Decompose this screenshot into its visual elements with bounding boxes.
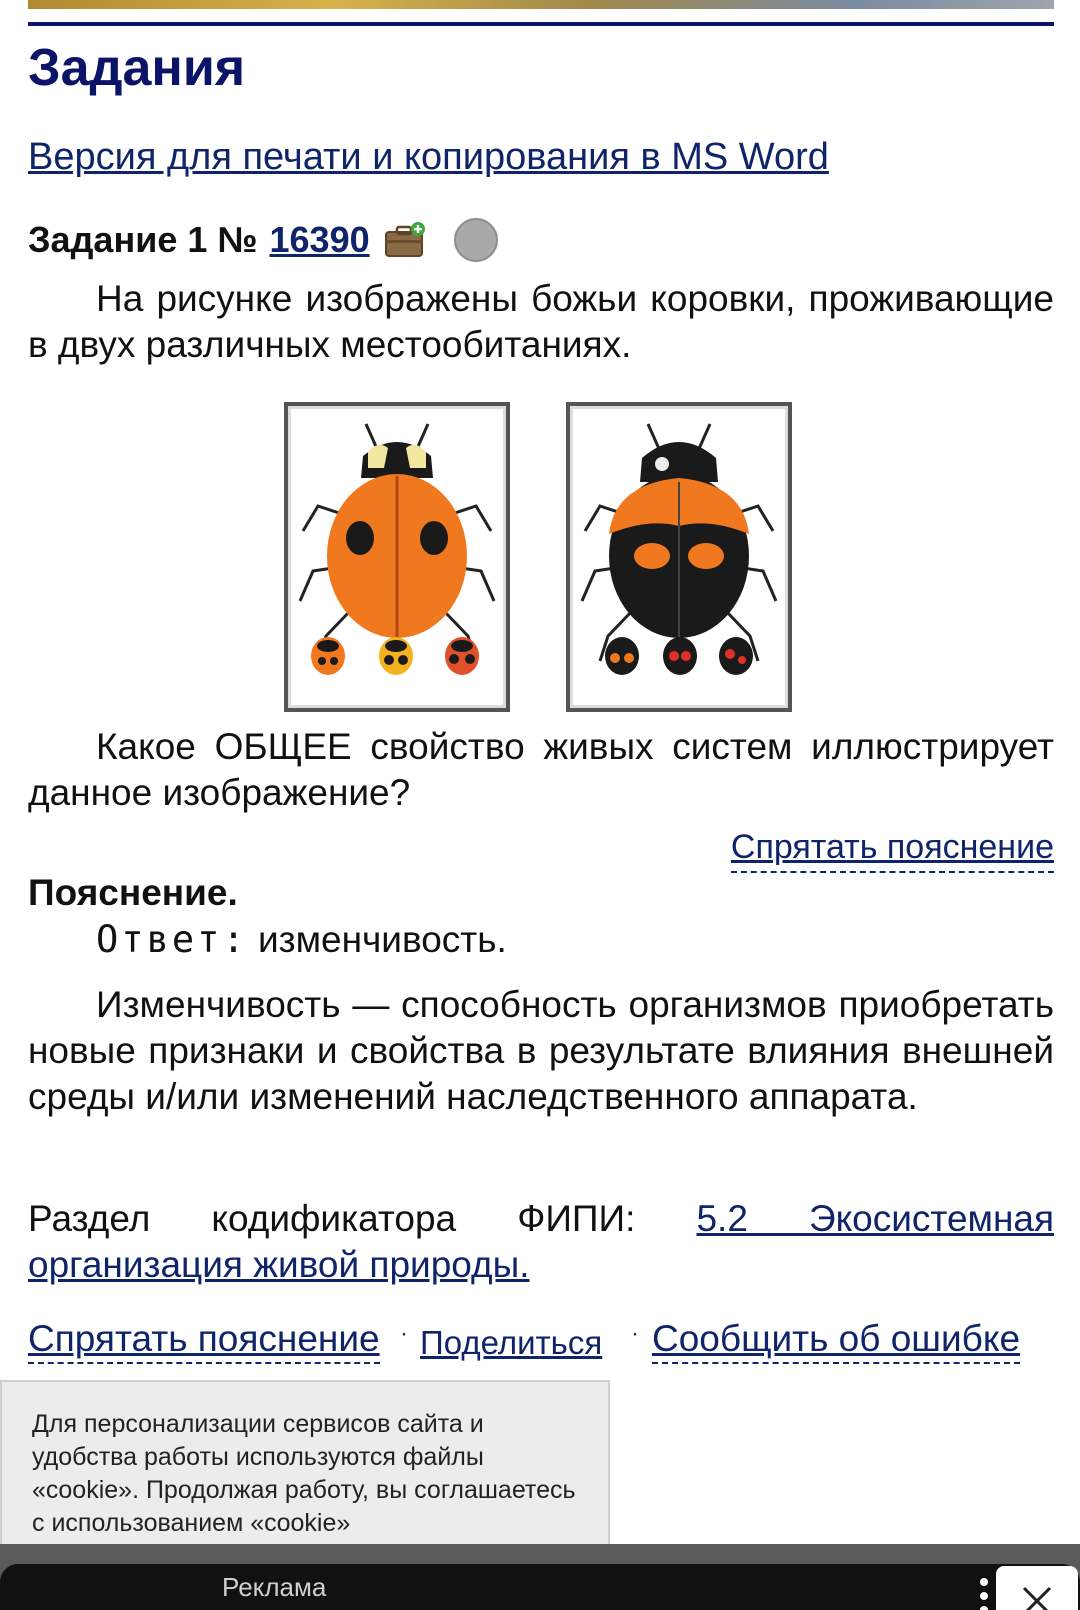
task-question: Какое ОБЩЕЕ свойство живых систем иллюстрирует данное изображение? — [28, 726, 1054, 813]
print-version-link[interactable]: Версия для печати и копирования в MS Word — [28, 136, 829, 178]
task-intro: На рисунке изображены божьи коровки, проживающие в двух различных местообитаниях. — [28, 278, 1054, 365]
codifier-line — [28, 1196, 1054, 1288]
task-header — [28, 218, 498, 262]
answer-label: Ответ: — [96, 918, 248, 961]
task-number-link[interactable]: 16390 — [269, 219, 370, 260]
close-icon[interactable] — [996, 1566, 1078, 1610]
ladybug-image-right — [566, 402, 792, 712]
task-label: Задание 1 № — [28, 219, 258, 260]
separator: · — [631, 1320, 639, 1347]
ad-label: Реклама — [222, 1572, 327, 1602]
hide-explanation-link-bottom[interactable]: Спрятать пояснение — [28, 1318, 380, 1364]
status-circle-icon[interactable] — [454, 218, 498, 262]
codifier-link[interactable]: 5.2 Экосистемная организация живой природы. — [28, 1198, 1055, 1285]
briefcase-plus-icon[interactable] — [384, 222, 426, 258]
codifier-label: Раздел кодификатора ФИПИ: — [28, 1198, 636, 1239]
answer-line — [96, 918, 507, 961]
header-rule — [28, 22, 1054, 26]
answer-value: изменчивость. — [257, 919, 507, 960]
cookie-text: Для персонализации сервисов сайта и удобства работы используются файлы «cookie». Продолжая работу, вы соглашаетесь с использованием «cookie» — [32, 1410, 576, 1537]
kebab-menu-icon[interactable] — [980, 1578, 990, 1610]
top-decorative-stripe — [28, 0, 1054, 9]
ad-banner-inner[interactable] — [0, 1564, 1080, 1610]
ladybug-figure — [284, 402, 794, 712]
explanation-title: Пояснение. — [28, 872, 238, 913]
ladybug-image-left — [284, 402, 510, 712]
page-title: Задания — [28, 39, 246, 97]
cookie-notice[interactable] — [0, 1380, 610, 1550]
bottom-links — [28, 1318, 1054, 1368]
report-error-link[interactable]: Сообщить об ошибке — [652, 1318, 1020, 1364]
hide-explanation-link-top[interactable]: Спрятать пояснение — [731, 828, 1054, 873]
explanation-text: Изменчивость — способность организмов приобретать новые признаки и свойства в результате влияния внешней среды и/или изменений наследственного аппарата. — [28, 984, 1054, 1117]
separator: · — [400, 1320, 408, 1347]
share-link[interactable]: Поделиться — [420, 1324, 603, 1361]
